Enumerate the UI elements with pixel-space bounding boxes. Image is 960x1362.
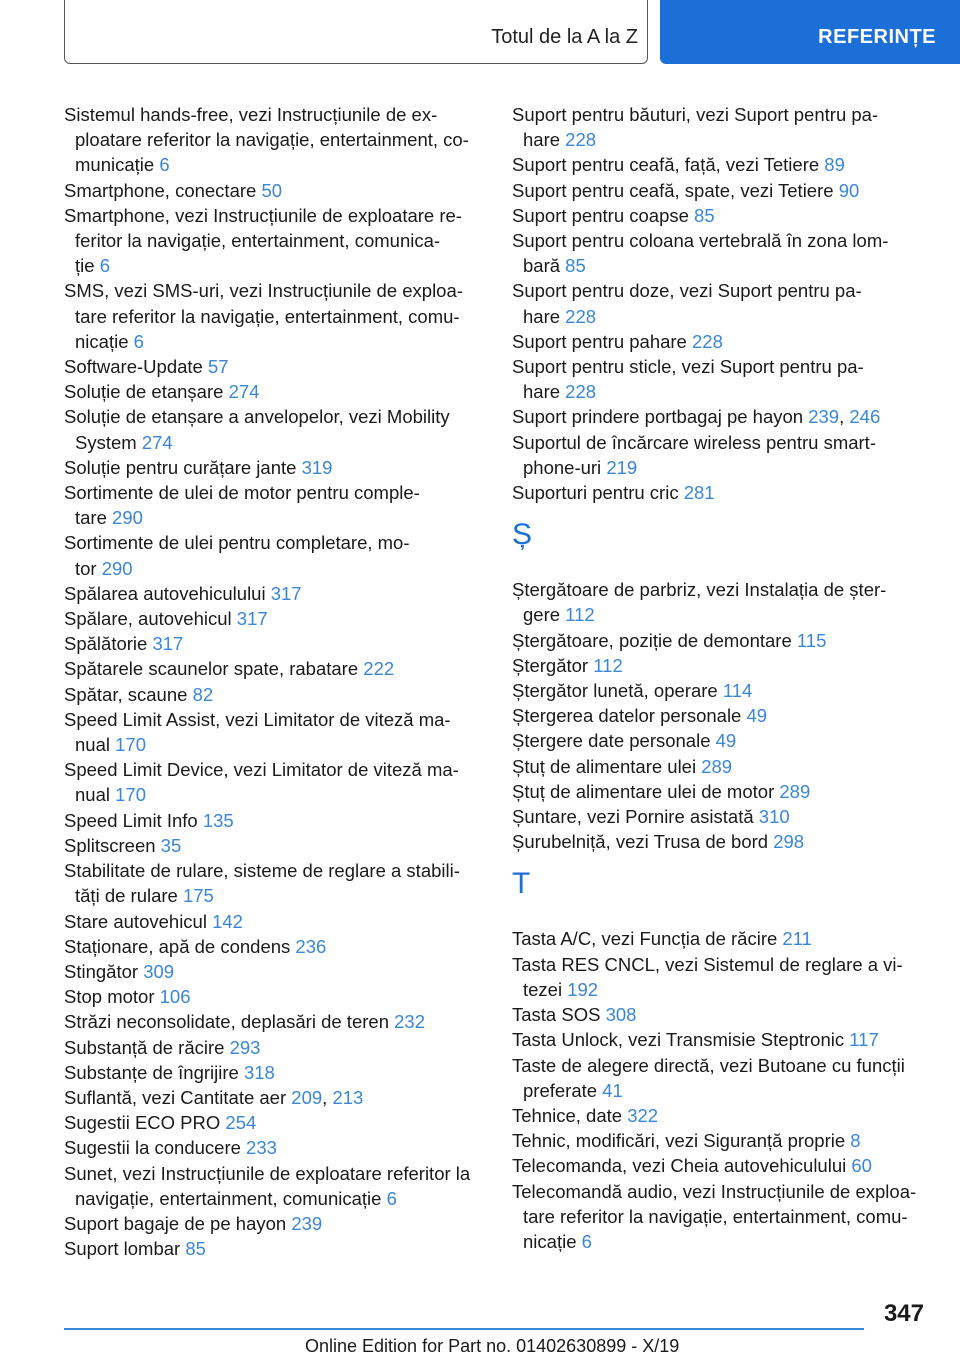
entry-text-continuation: tor <box>75 557 102 579</box>
index-entry <box>512 1153 924 1178</box>
entry-text: Suport pentru sticle, vezi Suport pentru pa- <box>512 356 864 378</box>
page-number: 347 <box>883 1300 924 1327</box>
page-reference-link[interactable]: 114 <box>722 680 753 702</box>
index-entry <box>64 1060 504 1085</box>
page-reference-link[interactable]: 85 <box>694 204 715 226</box>
entry-text: Sortimente de ulei pentru completare, mo- <box>64 532 410 554</box>
entry-text-continuation: tezei <box>523 978 568 1000</box>
index-entry <box>64 1085 504 1110</box>
entry-text-continuation: gere <box>523 604 566 626</box>
entry-text: Smartphone, conectare <box>64 179 262 201</box>
page-reference-link[interactable]: 50 <box>261 179 283 201</box>
entry-text: Tasta A/C, vezi Funcția de răcire <box>512 928 783 950</box>
entry-text: Suport pentru ceafă, față, vezi Tetiere <box>512 154 825 176</box>
entry-text-continuation: tare referitor la navigație, entertainment, comu- <box>75 305 460 327</box>
index-entry <box>64 178 504 203</box>
entry-text: Ștuț de alimentare ulei <box>512 755 702 777</box>
index-entry <box>512 653 924 678</box>
index-entry <box>512 1027 924 1052</box>
index-entry <box>64 833 504 858</box>
page-reference-link[interactable]: 170 <box>115 784 146 806</box>
page-reference-link[interactable]: 318 <box>243 1061 275 1083</box>
entry-text: Telecomandă audio, vezi Instrucțiunile de exploa- <box>512 1180 917 1202</box>
page-reference-link[interactable]: 290 <box>101 557 133 579</box>
index-entry <box>64 455 504 480</box>
entry-text: Substanță de răcire <box>64 1036 230 1058</box>
index-entry <box>64 656 504 681</box>
index-entry <box>512 577 924 627</box>
page-reference-link[interactable]: 6 <box>133 330 144 352</box>
page-reference-link[interactable]: 281 <box>683 482 715 504</box>
entry-text: Software-Update <box>64 356 208 378</box>
entry-text: Ștergerea datelor personale <box>512 705 747 727</box>
page-reference-link[interactable]: 85 <box>565 255 586 277</box>
page-reference-link[interactable]: 246 <box>849 406 881 428</box>
index-entry <box>512 404 924 429</box>
entry-text: Suport lombar <box>64 1238 186 1260</box>
entry-text: Soluție de etanșare <box>64 381 229 403</box>
index-entry <box>512 703 924 728</box>
entry-text-continuation: hare <box>523 129 566 151</box>
page-reference-link[interactable]: 192 <box>567 978 599 1000</box>
entry-text: Suport pentru băuturi, vezi Suport pentru pa- <box>512 104 879 125</box>
page-reference-link[interactable]: 322 <box>627 1104 659 1126</box>
entry-text: Suport pentru ceafă, spate, vezi Tetiere <box>512 179 839 201</box>
entry-text: Suport prindere portbagaj pe hayon <box>512 406 809 428</box>
index-entry <box>64 606 504 631</box>
entry-text-continuation: tare <box>75 507 113 529</box>
page-reference-link[interactable]: 57 <box>207 356 229 378</box>
index-entry <box>512 329 924 354</box>
page-reference-link[interactable]: 317 <box>270 582 302 604</box>
entry-text-continuation: municație <box>75 154 160 176</box>
page-reference-link[interactable]: 290 <box>112 507 143 529</box>
page-reference-link[interactable]: 6 <box>99 255 110 277</box>
index-entry <box>64 480 504 530</box>
entry-text: Stop motor <box>64 986 160 1008</box>
entry-text: Șurubelniță, vezi Trusa de bord <box>512 831 774 853</box>
page-reference-link[interactable]: 49 <box>715 730 737 752</box>
entry-text: Substanțe de îngrijire <box>64 1061 244 1083</box>
entry-text-continuation: bară <box>523 255 566 277</box>
page-reference-link[interactable]: 211 <box>782 928 812 950</box>
index-column-right <box>512 102 924 1254</box>
index-entry <box>64 203 504 279</box>
index-entry <box>512 1128 924 1153</box>
index-entry <box>64 808 504 833</box>
page-reference-link[interactable]: 254 <box>225 1112 257 1134</box>
entry-text: Suport pentru pahare <box>512 330 692 352</box>
page-reference-link[interactable]: 310 <box>758 806 790 828</box>
entry-text: Sugestii la conducere <box>64 1137 247 1159</box>
entry-text: Ștergător <box>512 654 594 676</box>
page-reference-link[interactable]: 112 <box>593 654 623 676</box>
entry-text-continuation: ploatare referitor la navigație, entertainment, co- <box>75 129 469 151</box>
header-chapter-tab <box>660 0 960 64</box>
index-entry <box>64 909 504 934</box>
index-entry <box>64 1161 504 1211</box>
index-entry <box>64 631 504 656</box>
page-reference-link[interactable]: 308 <box>605 1004 637 1026</box>
entry-text: Spălarea autovehiculului <box>64 582 271 604</box>
page-reference-link[interactable]: 89 <box>824 154 845 176</box>
page-reference-link[interactable]: 228 <box>565 381 597 403</box>
entry-text: Tasta RES CNCL, vezi Sistemul de reglare a vi- <box>512 953 903 975</box>
entry-text-continuation: preferate <box>523 1079 603 1101</box>
header-chapter-label: REFERINȚE <box>818 26 936 48</box>
index-entry <box>512 829 924 854</box>
entry-text: Speed Limit Assist, vezi Limitator de viteză ma- <box>64 708 451 730</box>
page-reference-link[interactable]: 106 <box>159 986 191 1008</box>
index-entry <box>512 430 924 480</box>
entry-text: Ștergătoare, poziție de demontare <box>512 629 797 651</box>
page-reference-link[interactable]: 274 <box>228 381 260 403</box>
index-entry <box>64 581 504 606</box>
index-entry <box>64 959 504 984</box>
page-reference-link[interactable]: 289 <box>779 780 811 802</box>
page-reference-link[interactable]: 298 <box>773 831 805 853</box>
page-reference-link[interactable]: 117 <box>849 1029 879 1051</box>
entry-text-continuation: hare <box>523 381 566 403</box>
index-entry <box>64 379 504 404</box>
entry-text-continuation: ție <box>75 255 100 277</box>
index-entry <box>512 728 924 753</box>
entry-text: Ștergere date personale <box>512 730 716 752</box>
index-entry <box>512 779 924 804</box>
header-section-title: Totul de la A la Z <box>491 26 638 48</box>
entry-text-continuation: phone-uri <box>523 456 607 478</box>
ref-separator: , <box>839 406 850 428</box>
index-entry <box>512 278 924 328</box>
entry-text: Staționare, apă de condens <box>64 935 296 957</box>
entry-text: Soluție pentru curățare jante <box>64 456 302 478</box>
entry-text: SMS, vezi SMS-uri, vezi Instrucțiunile de exploa- <box>64 280 463 302</box>
index-entry <box>64 757 504 807</box>
page-reference-link[interactable]: 142 <box>212 910 243 932</box>
entry-text: Stingător <box>64 960 144 982</box>
page-reference-link[interactable]: 228 <box>565 129 597 151</box>
index-entry <box>512 1002 924 1027</box>
page-reference-link[interactable]: 35 <box>160 834 182 856</box>
page-reference-link[interactable]: 317 <box>152 633 184 655</box>
entry-text: Suporturi pentru cric <box>512 482 684 504</box>
footer-edition: Online Edition for Part no. 01402630899 - X/19 <box>305 1336 680 1356</box>
entry-text: Sistemul hands-free, vezi Instrucțiunile de ex- <box>64 104 438 125</box>
entry-text: Taste de alegere directă, vezi Butoane cu funcții <box>512 1054 905 1076</box>
entry-text: Șuntare, vezi Pornire asistată <box>512 806 759 828</box>
entry-text: Smartphone, vezi Instrucțiunile de exploatare re- <box>64 204 462 226</box>
page-reference-link[interactable]: 319 <box>301 456 333 478</box>
index-entry <box>512 1053 924 1103</box>
index-entry <box>64 1135 504 1160</box>
index-entry <box>64 530 504 580</box>
page-reference-link[interactable]: 213 <box>332 1086 364 1108</box>
index-entry <box>64 984 504 1009</box>
index-entry <box>512 228 924 278</box>
page-reference-link[interactable]: 49 <box>746 705 768 727</box>
page-reference-link[interactable]: 6 <box>159 154 170 176</box>
entry-text: Ștergătoare de parbriz, vezi Instalația de șter- <box>512 579 887 601</box>
entry-text: Suport bagaje de pe hayon <box>64 1212 292 1234</box>
entry-text: Suport pentru doze, vezi Suport pentru pa- <box>512 280 862 302</box>
entry-text: Tehnice, date <box>512 1104 628 1126</box>
page-reference-link[interactable]: 222 <box>363 658 395 680</box>
entry-text: Spălătorie <box>64 633 153 655</box>
page-reference-link[interactable]: 8 <box>850 1130 861 1152</box>
page-reference-link[interactable]: 6 <box>581 1230 592 1252</box>
entry-text: Spătarele scaunelor spate, rabatare <box>64 658 364 680</box>
index-entry <box>64 682 504 707</box>
page-reference-link[interactable]: 41 <box>602 1079 623 1101</box>
index-entry <box>64 1009 504 1034</box>
index-entry <box>512 1103 924 1128</box>
entry-text: Tasta SOS <box>512 1004 606 1026</box>
page-reference-link[interactable]: 317 <box>236 608 268 630</box>
page-reference-link[interactable]: 209 <box>291 1086 323 1108</box>
entry-text-continuation: nual <box>75 734 116 756</box>
index-entry <box>512 678 924 703</box>
entry-text: Speed Limit Device, vezi Limitator de viteză ma- <box>64 759 459 781</box>
index-entry <box>64 1236 504 1261</box>
index-entry <box>64 934 504 959</box>
index-entry <box>512 354 924 404</box>
page-reference-link[interactable]: 6 <box>386 1187 397 1209</box>
entry-text: Splitscreen <box>64 834 161 856</box>
entry-text-continuation: hare <box>523 305 566 327</box>
page-reference-link[interactable]: 112 <box>565 604 595 626</box>
entry-text: Telecomanda, vezi Cheia autovehiculului <box>512 1155 852 1177</box>
page-reference-link[interactable]: 170 <box>115 734 146 756</box>
page-reference-link[interactable]: 309 <box>143 960 175 982</box>
index-entry <box>64 858 504 908</box>
entry-text: Sunet, vezi Instrucțiunile de exploatare referitor la <box>64 1162 471 1184</box>
index-entry <box>512 102 924 152</box>
entry-text: Stabilitate de rulare, sisteme de reglare a stabili- <box>64 860 460 882</box>
index-entry <box>512 804 924 829</box>
index-entry <box>64 102 504 178</box>
entry-text-continuation: feritor la navigație, entertainment, comunica- <box>75 230 441 252</box>
page-reference-link[interactable]: 228 <box>692 330 723 352</box>
entry-text: Tehnic, modificări, vezi Siguranță proprie <box>512 1130 851 1152</box>
entry-text: Suportul de încărcare wireless pentru smart- <box>512 431 876 453</box>
page-reference-link[interactable]: 293 <box>229 1036 261 1058</box>
entry-text: Străzi neconsolidate, deplasări de teren <box>64 1011 395 1033</box>
index-entry <box>64 1211 504 1236</box>
index-entry <box>64 1035 504 1060</box>
entry-text: Suflantă, vezi Cantitate aer <box>64 1086 292 1108</box>
entry-text: Spălare, autovehicul <box>64 608 237 630</box>
page-reference-link[interactable]: 239 <box>291 1212 323 1234</box>
page-reference-link[interactable]: 233 <box>246 1137 277 1159</box>
index-entry <box>64 1110 504 1135</box>
page-reference-link[interactable]: 135 <box>202 809 234 831</box>
ref-separator: , <box>322 1086 333 1108</box>
entry-text-continuation: navigație, entertainment, comunicație <box>75 1187 387 1209</box>
page-reference-link[interactable]: 82 <box>192 683 214 705</box>
entry-text: Sortimente de ulei de motor pentru comple- <box>64 482 420 504</box>
page-reference-link[interactable]: 115 <box>796 629 827 651</box>
index-entry <box>512 203 924 228</box>
entry-text: Ștuț de alimentare ulei de motor <box>512 780 780 802</box>
entry-text: Soluție de etanșare a anvelopelor, vezi Mobility <box>64 406 450 428</box>
page-reference-link[interactable]: 60 <box>851 1155 872 1177</box>
entry-text: Spătar, scaune <box>64 683 193 705</box>
entry-text: Suport pentru coloana vertebrală în zona lom- <box>512 230 889 252</box>
page-reference-link[interactable]: 228 <box>565 305 597 327</box>
entry-text-continuation: System <box>75 431 142 453</box>
entry-text: Suport pentru coapse <box>512 204 695 226</box>
page-reference-link[interactable]: 85 <box>185 1238 206 1260</box>
entry-text: Stare autovehicul <box>64 910 213 932</box>
page-reference-link[interactable]: 289 <box>701 755 733 777</box>
index-entry <box>64 404 504 454</box>
index-entry <box>512 926 924 951</box>
index-entry <box>64 707 504 757</box>
entry-text-continuation: tare referitor la navigație, entertainment, comu- <box>523 1205 908 1227</box>
index-entry <box>512 152 924 177</box>
entry-text: Ștergător lunetă, operare <box>512 680 723 702</box>
index-letter-heading: T <box>512 867 531 901</box>
page-reference-link[interactable]: 274 <box>141 431 173 453</box>
index-entry <box>512 178 924 203</box>
footer-divider <box>64 1328 864 1330</box>
index-entry <box>512 480 924 505</box>
page-reference-link[interactable]: 219 <box>606 456 638 478</box>
index-letter-heading: Ș <box>512 518 533 552</box>
entry-text: Sugestii ECO PRO <box>64 1112 226 1134</box>
entry-text: Speed Limit Info <box>64 809 203 831</box>
index-entry <box>512 1179 924 1255</box>
index-entry <box>64 354 504 379</box>
index-entry <box>512 754 924 779</box>
entry-text: Tasta Unlock, vezi Transmisie Steptronic <box>512 1029 850 1051</box>
entry-text-continuation: nicație <box>523 1230 582 1252</box>
index-entry <box>64 278 504 354</box>
page-reference-link[interactable]: 232 <box>394 1011 425 1033</box>
page-reference-link[interactable]: 175 <box>182 885 214 907</box>
entry-text-continuation: nual <box>75 784 116 806</box>
index-entry <box>512 628 924 653</box>
page-reference-link[interactable]: 236 <box>295 935 327 957</box>
index-entry <box>512 952 924 1002</box>
entry-text-continuation: tăți de rulare <box>75 885 183 907</box>
page-reference-link[interactable]: 90 <box>838 179 860 201</box>
page-reference-link[interactable]: 239 <box>808 406 840 428</box>
entry-text-continuation: nicație <box>75 330 134 352</box>
index-column-left <box>64 102 504 1261</box>
